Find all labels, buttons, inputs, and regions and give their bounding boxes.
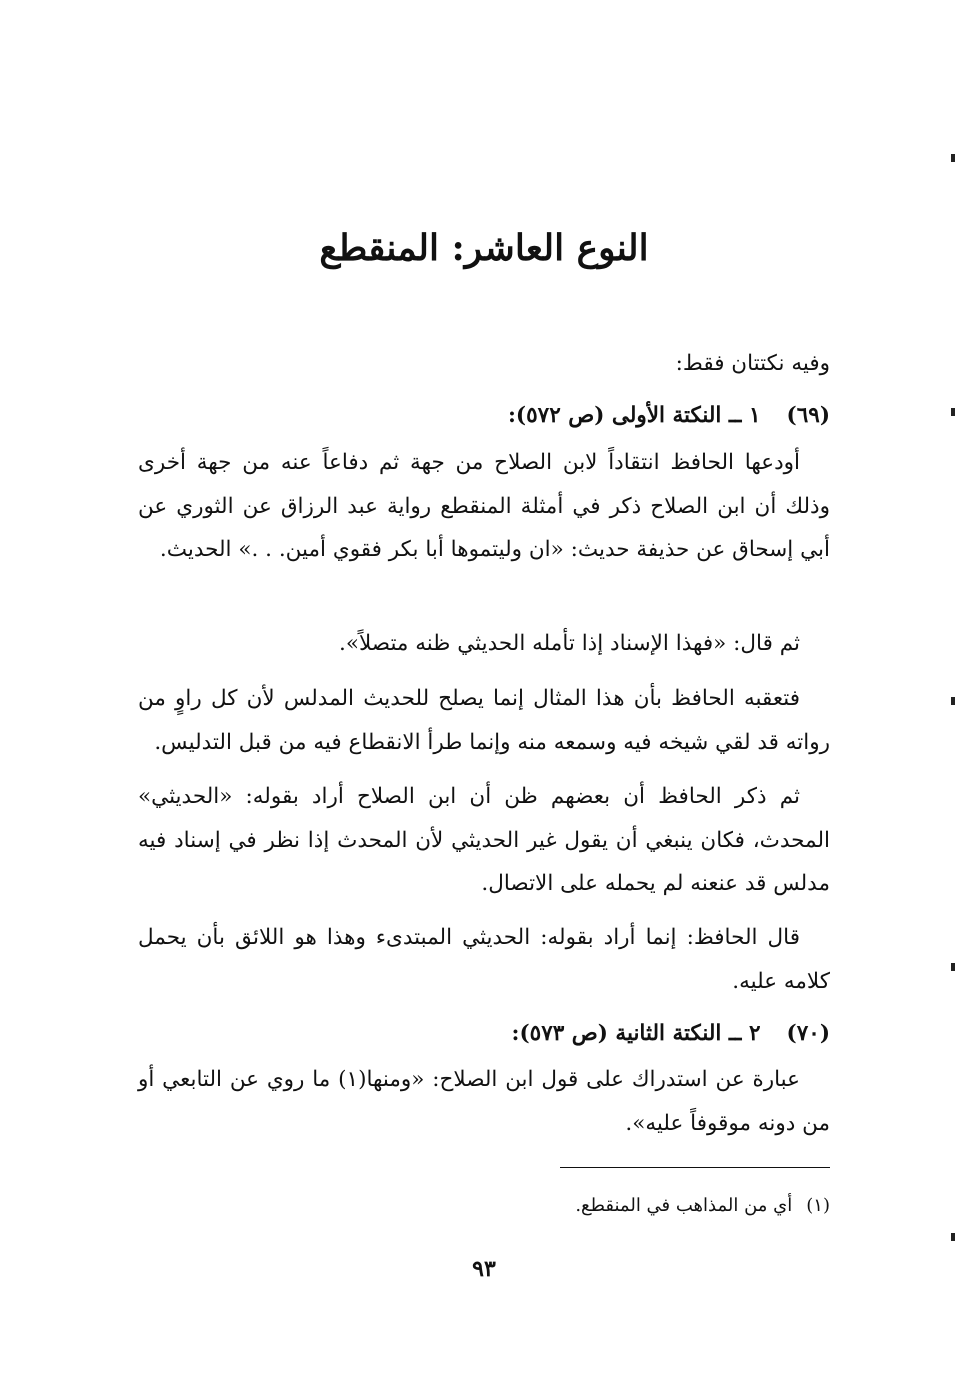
- footnote-text: أي من المذاهب في المنقطع.: [575, 1195, 793, 1216]
- paragraph-3: فتعقبه الحافظ بأن هذا المثال إنما يصلح للحديث المدلس لأن كل راوٍ من رواته قد لقي شيخه فيه وسمعه منه وإنما طرأ الانقطاع فيه من قبل التدليس.: [138, 686, 830, 755]
- paragraph-2: ثم قال: «فهذا الإسناد إذا تأمله الحديثي ظنه متصلاً».: [338, 631, 800, 656]
- margin-mark: [951, 963, 955, 971]
- section-heading-69: [138, 396, 830, 436]
- section-heading-70: [138, 1014, 830, 1054]
- paragraph-6: عبارة عن استدراك على قول ابن الصلاح: «ومنها(١) ما روي عن التابعي أو من دونه موقوفاً عليه».: [138, 1067, 830, 1136]
- section-number: (٧٠): [786, 1021, 830, 1046]
- intro-line: وفيه نكتتان فقط:: [675, 351, 830, 376]
- page-body: [138, 0, 830, 1386]
- footnote: [138, 1190, 830, 1222]
- page-number: ٩٣: [472, 1256, 496, 1282]
- footnote-divider: [560, 1167, 830, 1168]
- margin-mark: [951, 154, 955, 162]
- paragraph-4: ثم ذكر الحافظ أن بعضهم ظن أن ابن الصلاح أراد بقوله: «الحديثي» المحدث، فكان ينبغي أن يقول غير الحديثي لأن المحدث إذا نظر في إسناد فيه مدلس قد عنعنه لم يحمله على الاتصال.: [138, 784, 830, 896]
- paragraph-5: قال الحافظ: إنما أراد بقوله: الحديثي المبتدىء وهذا هو اللائق بأن يحمل كلامه عليه.: [138, 925, 830, 994]
- section-number: (٦٩): [786, 403, 830, 428]
- chapter-title: النوع العاشر: المنقطع: [319, 227, 649, 269]
- margin-mark: [951, 697, 955, 705]
- margin-mark: [951, 408, 955, 416]
- margin-mark: [951, 1233, 955, 1241]
- section-title: ٢ ــ النكتة الثانية (ص ٥٧٣):: [511, 1021, 761, 1046]
- footnote-number: (١): [806, 1195, 830, 1216]
- section-title: ١ ــ النكتة الأولى (ص ٥٧٢):: [508, 403, 761, 428]
- paragraph-1: أودعها الحافظ انتقاداً لابن الصلاح من جهة ثم دفاعاً عنه من جهة أخرى وذلك أن ابن الصلاح ذكر في أمثلة المنقطع رواية عبد الرزاق عن الثوري عن أبي إسحاق عن حذيفة حديث: «ان وليتموها أبا بكر فقوي أمين. . .» الحديث.: [138, 450, 830, 562]
